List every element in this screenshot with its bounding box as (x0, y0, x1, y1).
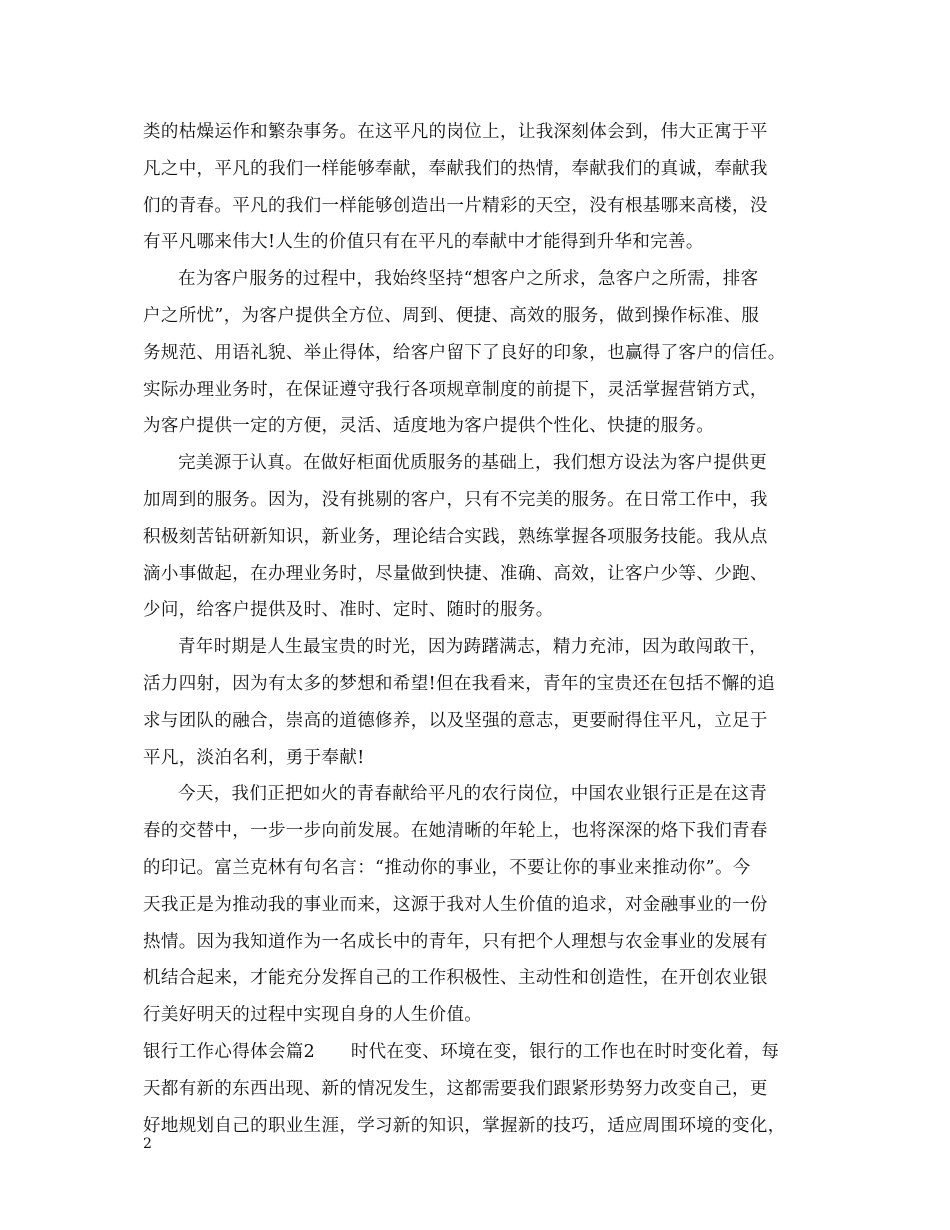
text-line: 活力四射，因为有太多的梦想和希望!但在我看来，青年的宝贵还在包括不懈的追 (143, 673, 776, 694)
text-line: 积极刻苦钻研新知识，新业务，理论结合实践，熟练掌握各项服务技能。我从点 (143, 526, 768, 547)
text-line: 加周到的服务。因为，没有挑剔的客户，只有不完美的服务。在日常工作中，我 (143, 489, 768, 510)
page-number: 2 (143, 1136, 152, 1152)
text-line: 求与团队的融合，崇高的道德修养，以及坚强的意志，更要耐得住平凡，立足于 (143, 710, 768, 731)
text-line: 天我正是为推动我的事业而来，这源于我对人生价值的追求，对金融事业的一份 (143, 894, 768, 915)
text-line: 好地规划自己的职业生涯，学习新的知识，掌握新的技巧，适应周围环境的变化， (143, 1115, 786, 1136)
text-line: 凡之中，平凡的我们一样能够奉献，奉献我们的热情，奉献我们的真诚，奉献我 (143, 158, 768, 179)
text-line: 平凡，淡泊名利，勇于奉献! (143, 747, 365, 768)
text-line: 类的枯燥运作和繁杂事务。在这平凡的岗位上，让我深刻体会到，伟大正寓于平 (143, 122, 768, 142)
text-line: 热情。因为我知道作为一名成长中的青年，只有把个人理想与农金事业的发展有 (143, 931, 768, 952)
text-line: 今天，我们正把如火的青春献给平凡的农行岗位，中国农业银行正是在这青 (178, 784, 768, 805)
text-line: 完美源于认真。在做好柜面优质服务的基础上，我们想方设法为客户提供更 (178, 453, 768, 474)
text-line: 机结合起来，才能充分发挥自己的工作积极性、主动性和创造性，在开创农业银 (143, 968, 768, 989)
text-line: 银行工作心得体会篇2 时代在变、环境在变，银行的工作也在时时变化着，每 (143, 1041, 780, 1062)
text-line: 户之所忧”，为客户提供全方位、周到、便捷、高效的服务，做到操作标准、服 (143, 305, 760, 326)
text-line: 滴小事做起，在办理业务时，尽量做到快捷、准确、高效，让客户少等、少跑、 (143, 563, 768, 584)
text-line: 们的青春。平凡的我们一样能够创造出一片精彩的天空，没有根基哪来高楼，没 (143, 195, 768, 216)
text-line: 务规范、用语礼貌、举止得体，给客户留下了良好的印象，也赢得了客户的信任。 (143, 342, 786, 363)
text-line: 在为客户服务的过程中，我始终坚持“想客户之所求，急客户之所需，排客 (178, 269, 759, 290)
text-line: 实际办理业务时，在保证遵守我行各项规章制度的前提下，灵活掌握营销方式， (143, 379, 768, 400)
text-line: 少问，给客户提供及时、准时、定时、随时的服务。 (143, 600, 554, 621)
text-line: 有平凡哪来伟大!人生的价值只有在平凡的奉献中才能得到升华和完善。 (143, 232, 704, 253)
text-line: 行美好明天的过程中实现自身的人生价值。 (143, 1005, 483, 1026)
body-text (143, 114, 823, 1144)
text-line: 的印记。富兰克林有句名言：“推动你的事业，不要让你的事业来推动你”。今 (143, 857, 751, 878)
text-line: 青年时期是人生最宝贵的时光，因为踌躇满志，精力充沛，因为敢闯敢干， (178, 637, 768, 658)
text-line: 天都有新的东西出现、新的情况发生，这都需要我们跟紧形势努力改变自己，更 (143, 1078, 768, 1099)
text-line: 春的交替中，一步一步向前发展。在她清晰的年轮上，也将深深的烙下我们青春 (143, 821, 768, 842)
text-line: 为客户提供一定的方便，灵活、适度地为客户提供个性化、快捷的服务。 (143, 416, 715, 437)
